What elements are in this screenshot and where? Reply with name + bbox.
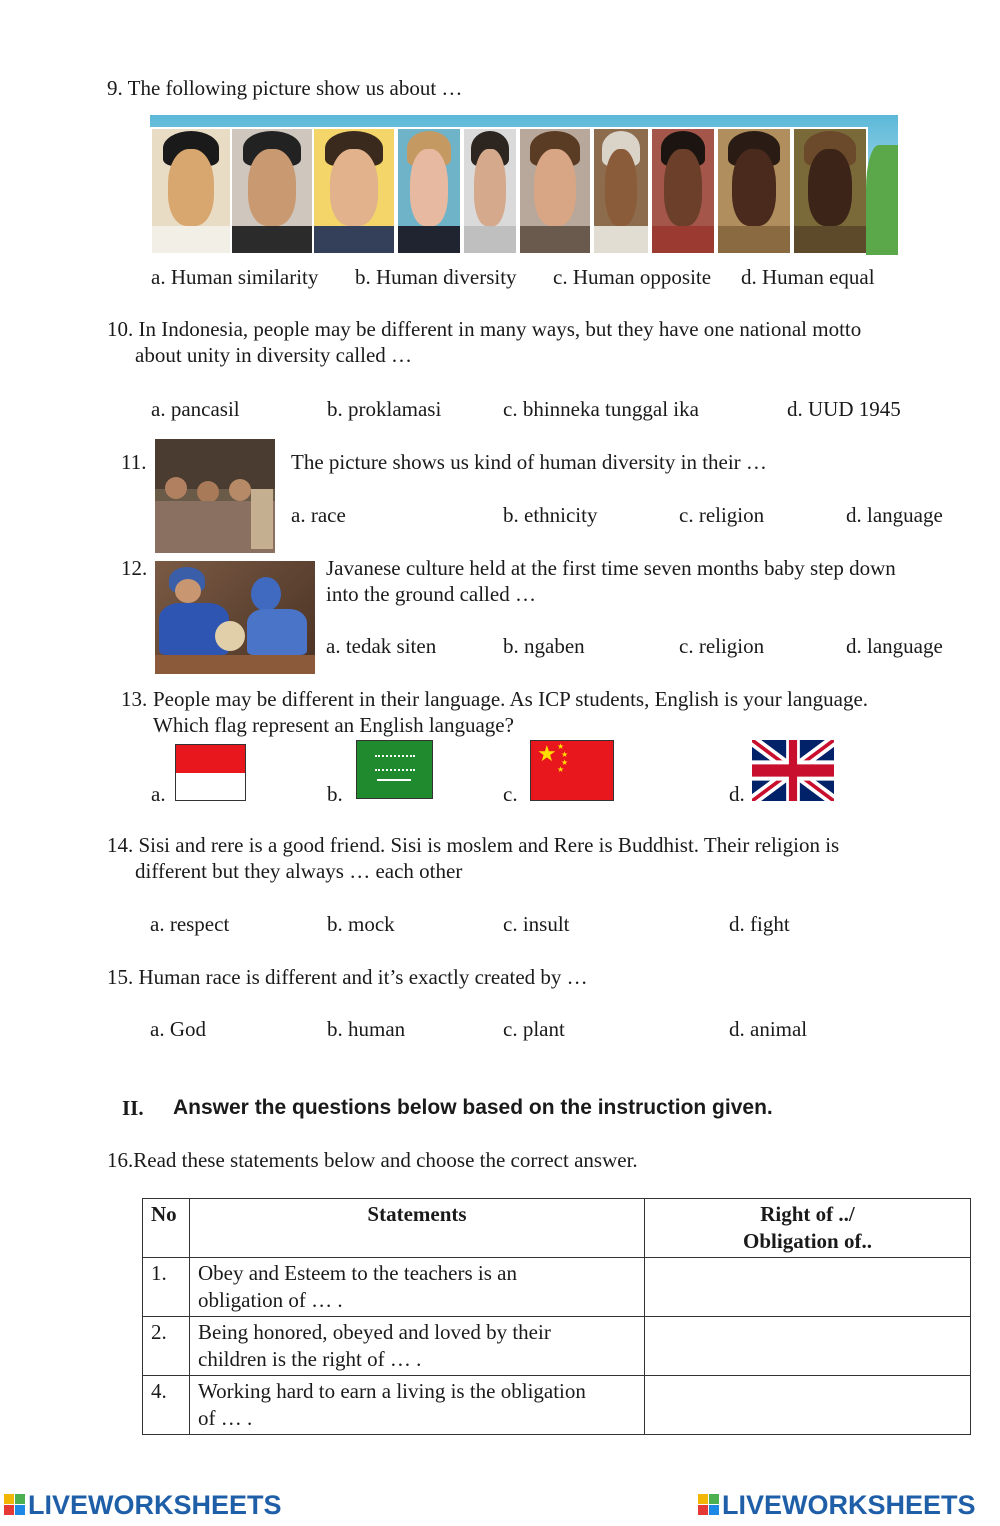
- q10-option-b[interactable]: b. proklamasi: [327, 397, 442, 421]
- liveworksheets-logo-right[interactable]: [698, 1490, 976, 1521]
- answer-cell[interactable]: [645, 1258, 971, 1317]
- row-statement: [190, 1258, 645, 1317]
- q13-number: 13.: [121, 687, 148, 711]
- face-photo: [592, 127, 650, 255]
- q14-question-line2: different but they always … each other: [135, 859, 463, 883]
- q10-option-a[interactable]: a. pancasil: [151, 397, 240, 421]
- statement-line: Being honored, obeyed and loved by their: [198, 1320, 551, 1344]
- liveworksheets-icon: [4, 1494, 26, 1516]
- table-row: [143, 1317, 971, 1376]
- face-photo: [150, 127, 232, 255]
- face-photo: [518, 127, 592, 255]
- face-photo: [230, 127, 314, 255]
- saudi-arabia-flag[interactable]: [356, 740, 433, 799]
- star-icon: ★: [537, 741, 557, 766]
- q9-option-c[interactable]: c. Human opposite: [553, 265, 712, 289]
- header-right-of: Right of ../: [760, 1202, 855, 1226]
- tedak-siten-photo: [155, 561, 315, 674]
- q14-option-d[interactable]: d. fight: [729, 912, 790, 936]
- star-icon: ★: [561, 758, 569, 767]
- star-icon: ★: [561, 750, 569, 759]
- header-no: No: [143, 1199, 190, 1258]
- indonesia-flag[interactable]: [175, 744, 246, 801]
- header-obligation-of: Obligation of..: [743, 1229, 872, 1253]
- star-icon: ★: [557, 742, 565, 751]
- statements-table: [142, 1198, 971, 1435]
- liveworksheets-logo-left[interactable]: [4, 1490, 282, 1521]
- uk-flag[interactable]: [752, 740, 834, 801]
- row-number: 2.: [143, 1317, 190, 1376]
- q15-option-a[interactable]: a. God: [150, 1017, 206, 1041]
- q11-option-a[interactable]: a. race: [291, 503, 346, 527]
- brand-text: LIVEWORKSHEETS: [722, 1490, 976, 1520]
- face-photo: [792, 127, 868, 255]
- answer-cell[interactable]: [645, 1317, 971, 1376]
- header-right-obligation: [645, 1199, 971, 1258]
- q11-option-b[interactable]: b. ethnicity: [503, 503, 598, 527]
- face-photo: [716, 127, 792, 255]
- q11-number: 11.: [121, 450, 147, 474]
- q9-question: 9. The following picture show us about …: [107, 76, 463, 100]
- face-photo: [462, 127, 518, 255]
- q12-option-a[interactable]: a. tedak siten: [326, 634, 437, 658]
- q11-option-d[interactable]: d. language: [846, 503, 943, 527]
- statement-line: Working hard to earn a living is the obligation: [198, 1379, 586, 1403]
- face-photo: [396, 127, 462, 255]
- china-flag[interactable]: [530, 740, 614, 801]
- row-number: 1.: [143, 1258, 190, 1317]
- row-statement: [190, 1376, 645, 1435]
- q14-option-c[interactable]: c. insult: [503, 912, 570, 936]
- statement-line: obligation of … .: [198, 1288, 343, 1312]
- statement-line: of … .: [198, 1406, 253, 1430]
- table-row: [143, 1258, 971, 1317]
- q13-option-b[interactable]: b.: [327, 782, 343, 806]
- q14-option-b[interactable]: b. mock: [327, 912, 395, 936]
- q9-option-a[interactable]: a. Human similarity: [151, 265, 319, 289]
- q13-option-d[interactable]: d.: [729, 782, 745, 806]
- brand-text: LIVEWORKSHEETS: [28, 1490, 282, 1520]
- header-statements: Statements: [190, 1199, 645, 1258]
- q15-option-d[interactable]: d. animal: [729, 1017, 808, 1041]
- face-photo: [650, 127, 716, 255]
- q10-option-d[interactable]: d. UUD 1945: [787, 397, 901, 421]
- q15-option-b[interactable]: b. human: [327, 1017, 406, 1041]
- q10-question-line1: 10. In Indonesia, people may be different in many ways, but they have one national motto: [107, 317, 862, 341]
- face-photo: [312, 127, 396, 255]
- section-title: Answer the questions below based on the instruction given.: [173, 1096, 773, 1119]
- q13-option-c[interactable]: c.: [503, 782, 518, 806]
- statement-line: children is the right of … .: [198, 1347, 422, 1371]
- q16-question: 16.Read these statements below and choose the correct answer.: [107, 1148, 638, 1172]
- liveworksheets-icon: [698, 1494, 720, 1516]
- q15-option-c[interactable]: c. plant: [503, 1017, 565, 1041]
- ethnic-group-photo: [155, 439, 275, 553]
- star-icon: ★: [557, 765, 565, 774]
- table-header-row: [143, 1199, 971, 1258]
- q10-question-line2: about unity in diversity called …: [135, 343, 413, 367]
- table-row: [143, 1376, 971, 1435]
- row-statement: [190, 1317, 645, 1376]
- q12-question-line2: into the ground called …: [326, 582, 536, 606]
- q10-option-c[interactable]: c. bhinneka tunggal ika: [503, 397, 699, 421]
- q11-option-c[interactable]: c. religion: [679, 503, 765, 527]
- q13-question-line2: Which flag represent an English language?: [153, 713, 514, 737]
- q13-option-a[interactable]: a.: [151, 782, 166, 806]
- row-number: 4.: [143, 1376, 190, 1435]
- q9-option-b[interactable]: b. Human diversity: [355, 265, 517, 289]
- q9-option-d[interactable]: d. Human equal: [741, 265, 875, 289]
- leaf-decoration: [866, 145, 898, 255]
- q15-question: 15. Human race is different and it’s exactly created by …: [107, 965, 588, 989]
- statement-line: Obey and Esteem to the teachers is an: [198, 1261, 517, 1285]
- q11-question: The picture shows us kind of human diversity in their …: [291, 450, 767, 474]
- diversity-faces-photo: [150, 115, 898, 255]
- q14-option-a[interactable]: a. respect: [150, 912, 230, 936]
- answer-cell[interactable]: [645, 1376, 971, 1435]
- q12-option-c[interactable]: c. religion: [679, 634, 765, 658]
- q12-number: 12.: [121, 556, 148, 580]
- q13-question-line1: People may be different in their language. As ICP students, English is your language.: [153, 687, 869, 711]
- q12-option-d[interactable]: d. language: [846, 634, 943, 658]
- q14-question-line1: 14. Sisi and rere is a good friend. Sisi is moslem and Rere is Buddhist. Their religion is: [107, 833, 840, 857]
- section-numeral: II.: [122, 1096, 144, 1120]
- q12-option-b[interactable]: b. ngaben: [503, 634, 585, 658]
- q12-question-line1: Javanese culture held at the first time seven months baby step down: [326, 556, 896, 580]
